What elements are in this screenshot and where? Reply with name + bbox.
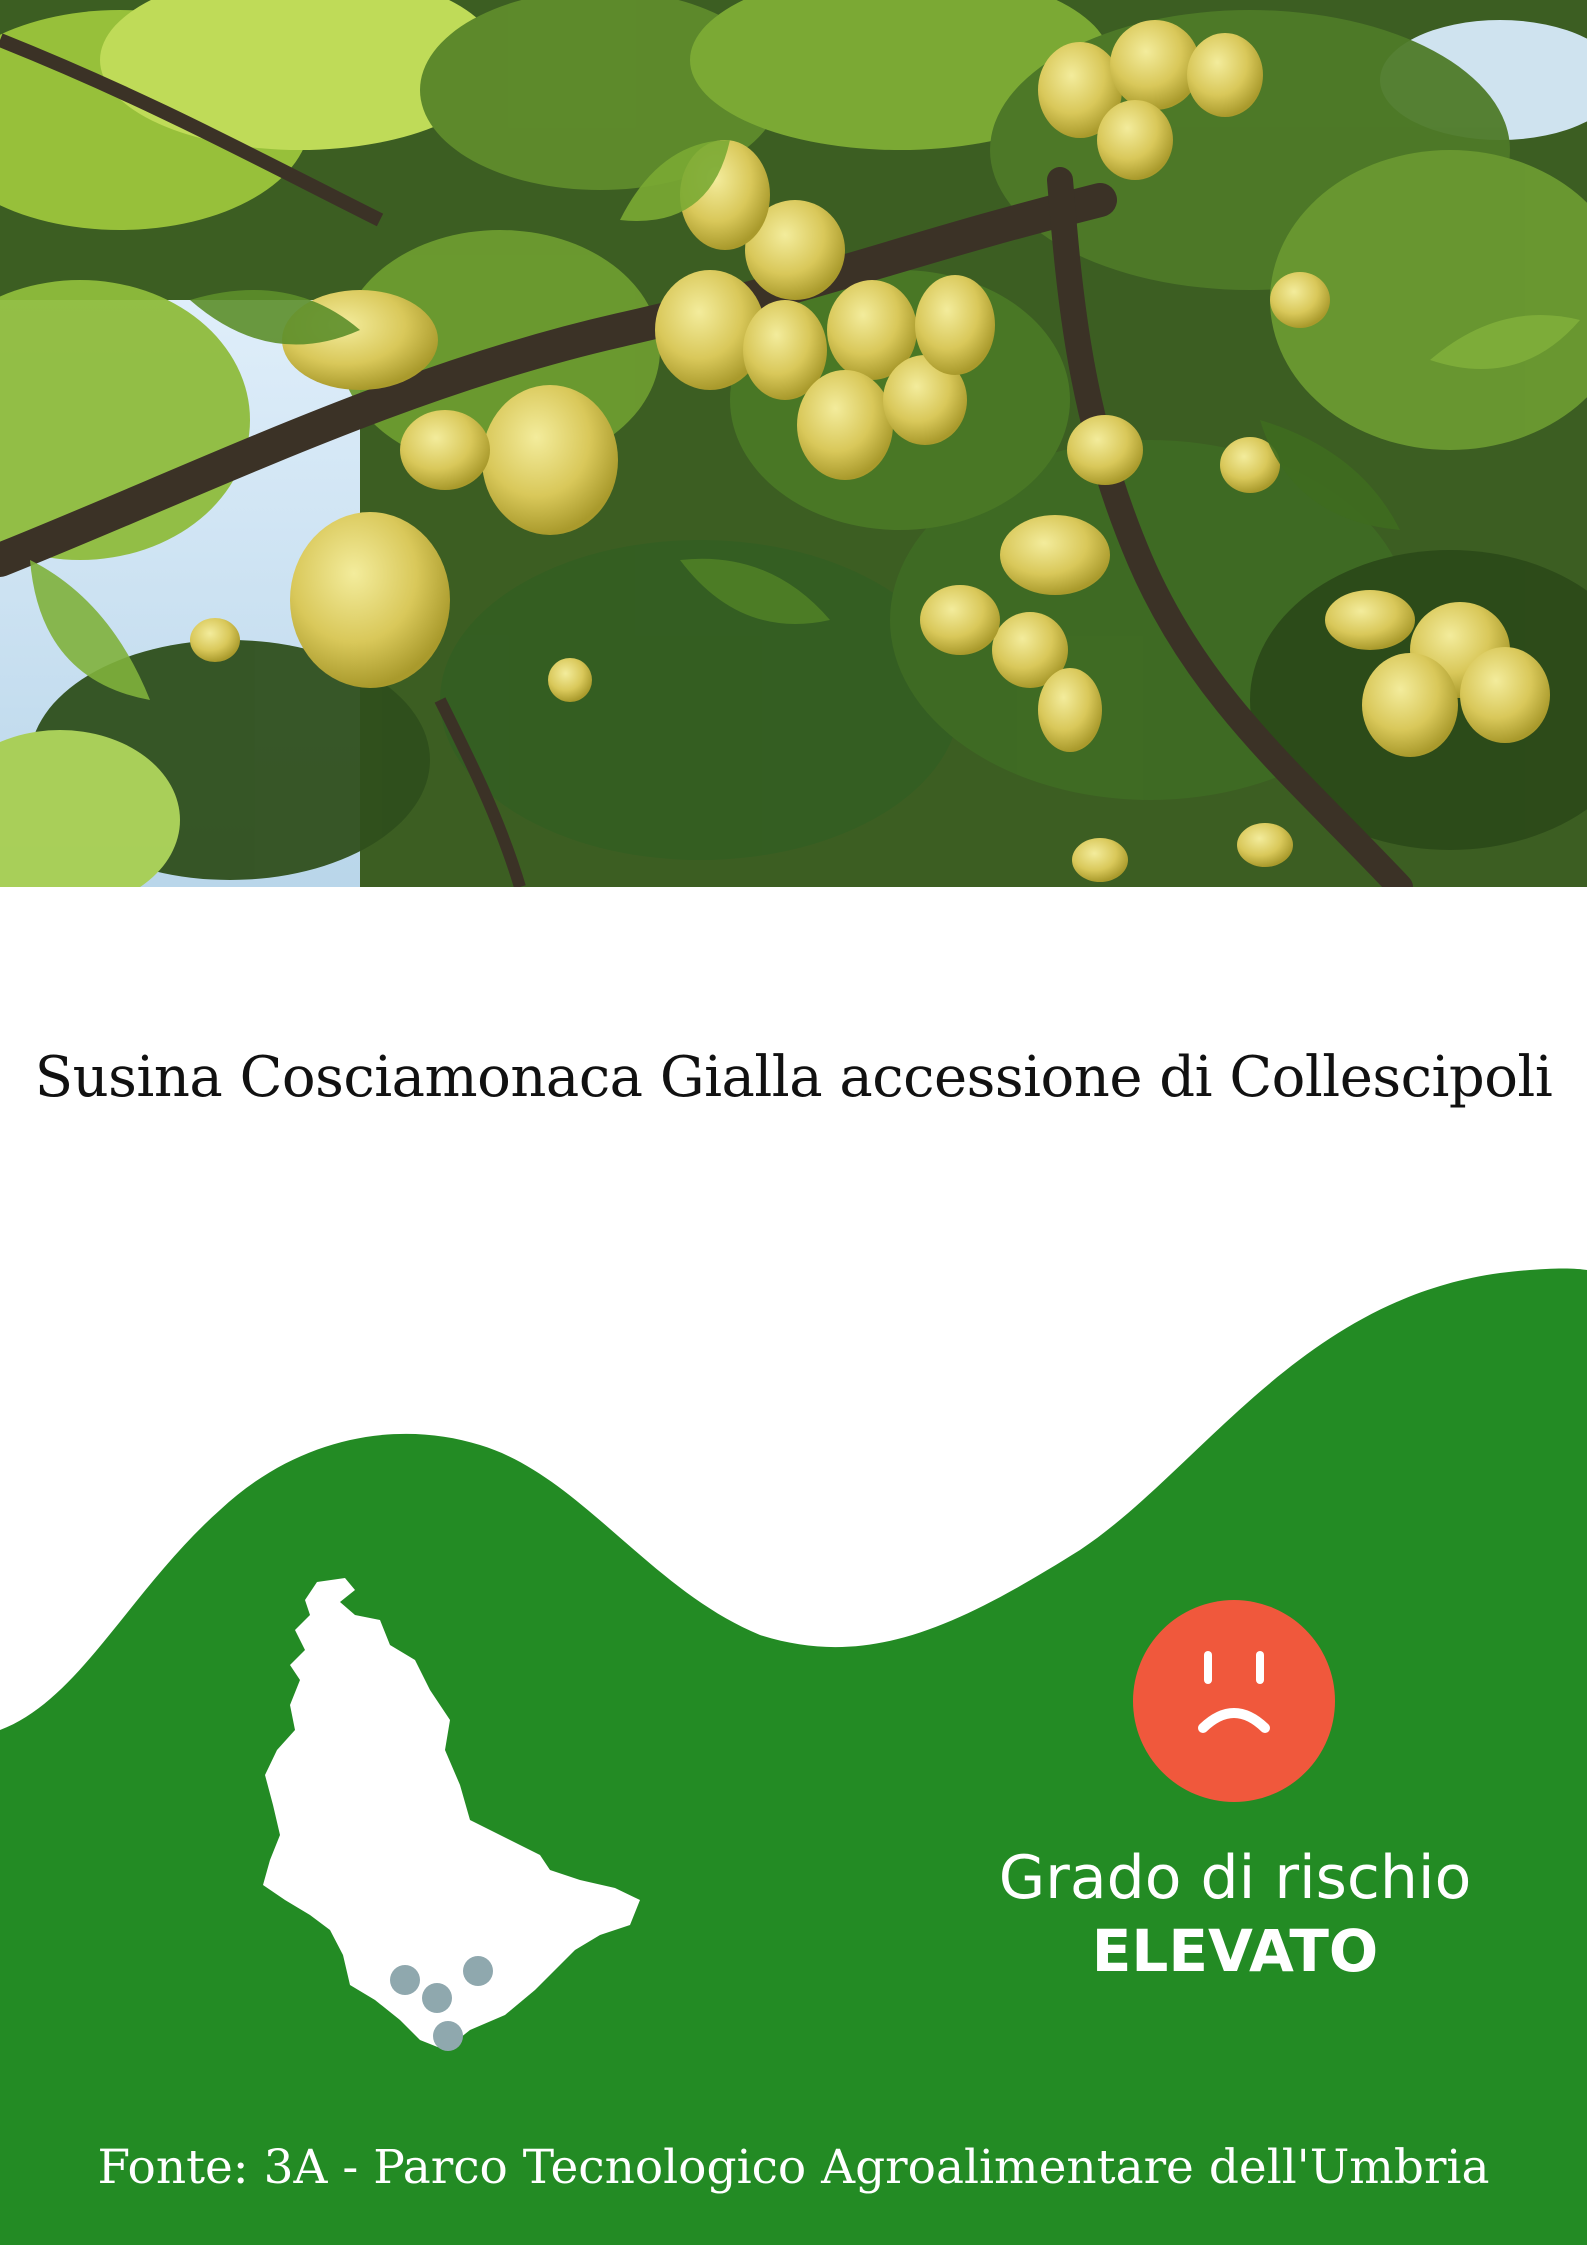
source-credit: Fonte: 3A - Parco Tecnologico Agroalimentare dell'Umbria [97,2140,1490,2195]
risk-label: Grado di rischio [998,1843,1472,1913]
umbria-map [255,1570,645,2060]
risk-level: ELEVATO [1091,1917,1379,1985]
location-marker [390,1965,420,1995]
sad-face-icon [1133,1600,1335,1802]
plum-tree-illustration [0,0,1587,887]
plum-tree-photo [0,0,1587,887]
location-marker [422,1983,452,2013]
page-title: Susina Cosciamonaca Gialla accessione di Collescipoli [34,1045,1553,1110]
green-wave-background [0,1260,1587,2245]
green-wave-shape [0,1260,1587,2245]
location-marker [463,1956,493,1986]
umbria-region-map-icon [255,1570,645,2060]
location-marker [433,2021,463,2051]
